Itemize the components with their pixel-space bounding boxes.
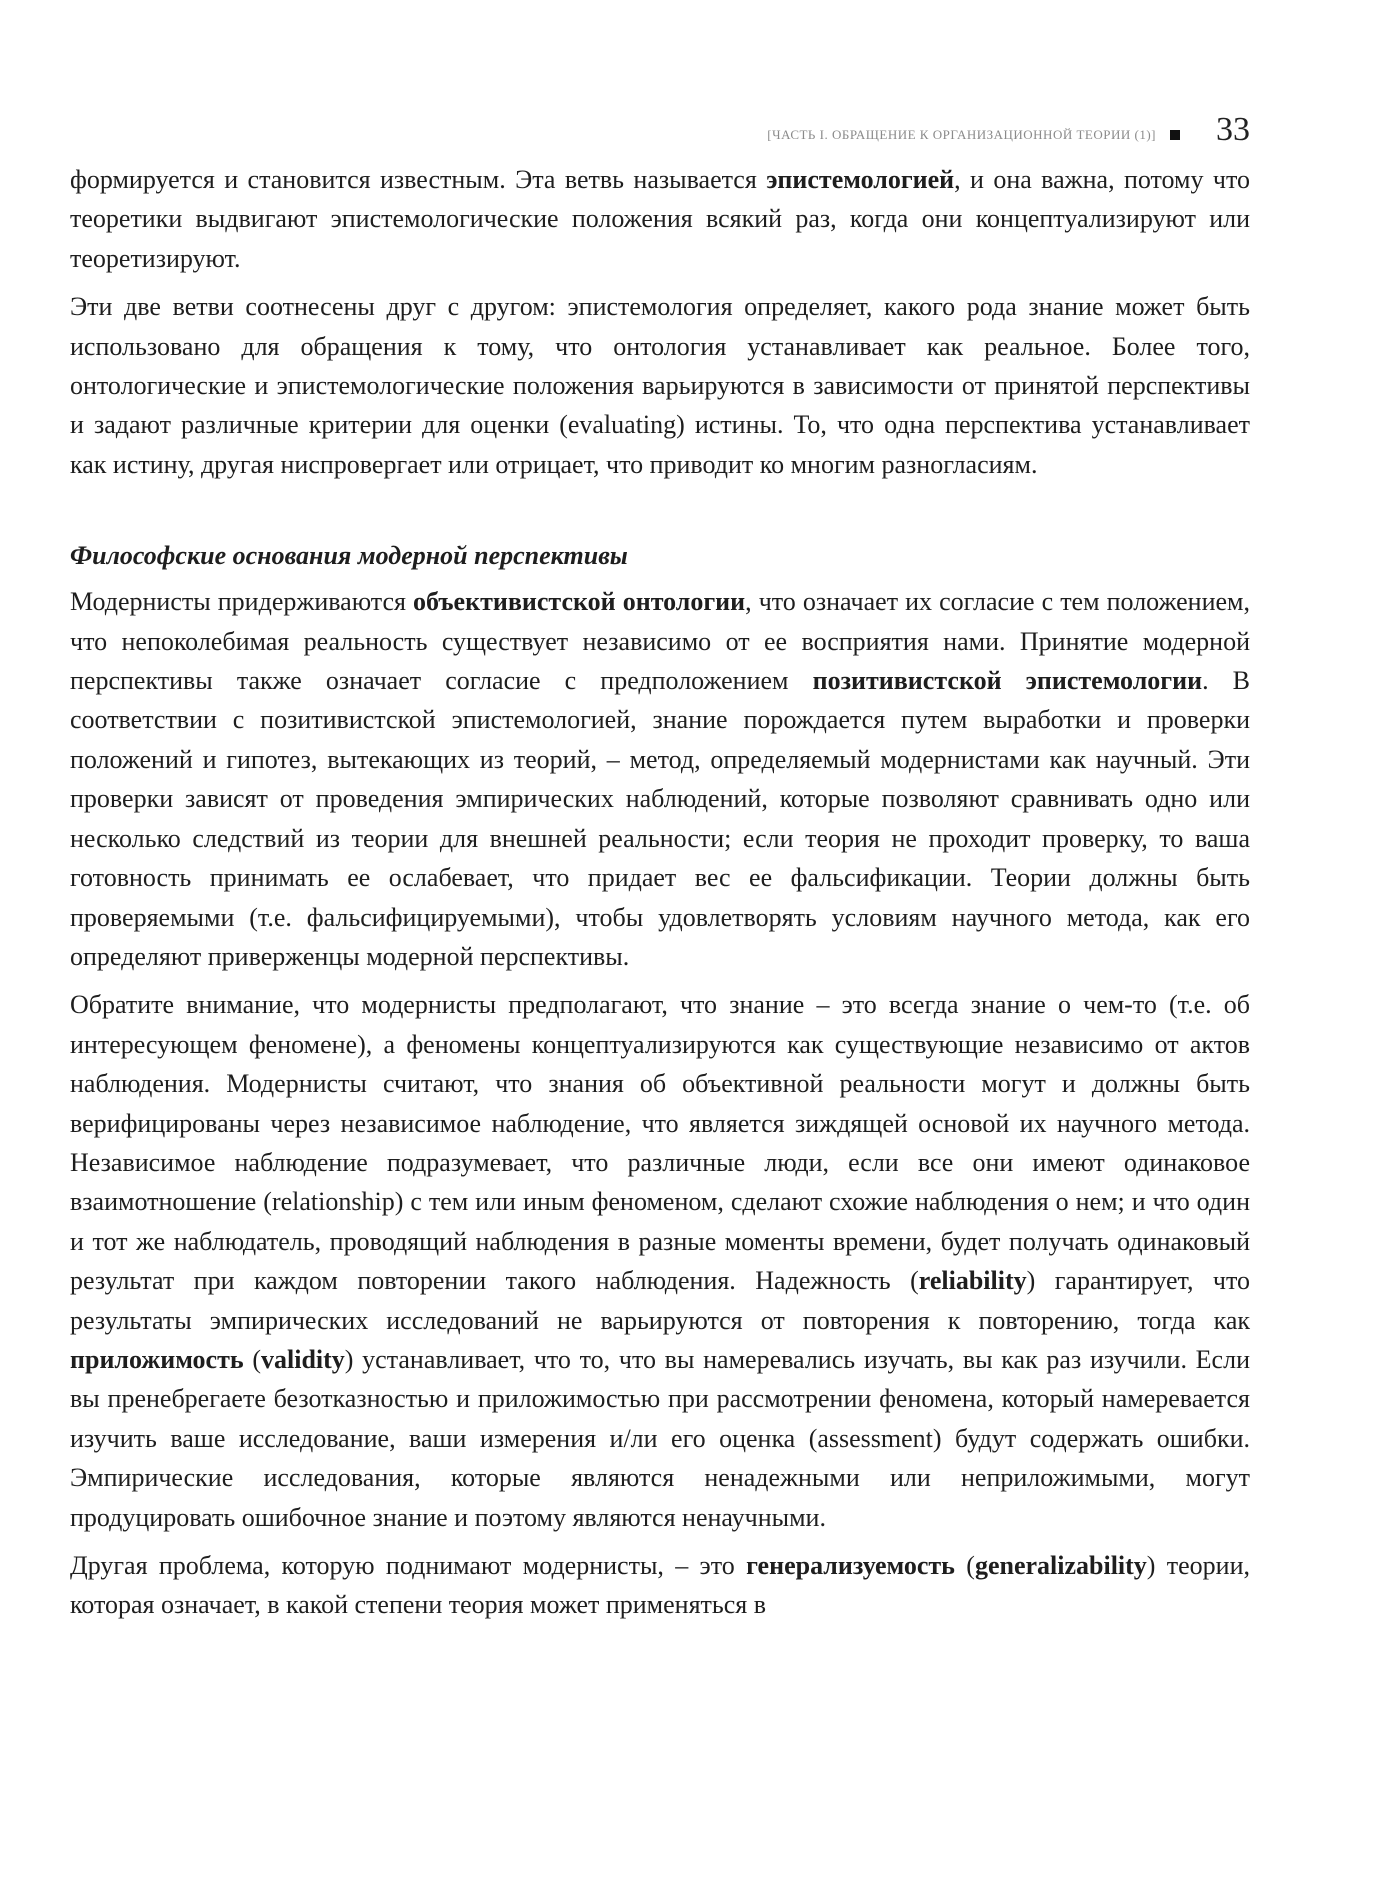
term-validity: validity <box>261 1344 345 1374</box>
text-run: Модернисты придерживаются <box>70 587 414 617</box>
text-run: Другая проблема, которую поднимают модернисты, – это <box>70 1551 747 1580</box>
text-run: . В соответствии с позитивистской эпистемологией, знание порождается путем выработки и проверки положений и гипотез, вытекающих из теорий, – метод, определяемый модернистами как научный. Эти проверки зависят от проведения эмпирических наблюдений, которые позволяют сравнивать одно или несколько следствий из теории для внешней реальности; если теория не проходит проверку, то ваша готовность принимать ее ослабевает, что придает вес ее фальсификации. Теории должны быть проверяемыми (т.е. фальсифицируемыми), чтобы удовлетворять условиям научного метода, как его определяют приверженцы модерной перспективы. <box>70 666 1250 971</box>
term-generalizability-en: generalizability <box>974 1551 1147 1580</box>
square-marker-icon <box>1170 130 1180 140</box>
term-applicability: приложимость <box>70 1344 244 1374</box>
term-generalizability-ru: генерализуемость <box>746 1551 955 1580</box>
text-run: Эти две ветви соотнесены друг с другом: эпистемология определяет, какого рода знание может быть использовано для обращения к тому, что онтология устанавливает как реальное. Более того, онтологические и эпистемологические положения варьируются в зависимости от принятой перспективы и задают различные критерии для оценки (evaluating) истины. То, что одна перспектива устанавливает как истину, другая ниспровергает или отрицает, что приводит ко многим разногласиям. <box>70 292 1250 479</box>
term-positivist-epistemology: позитивистской эпистемологии <box>812 666 1203 696</box>
paragraph-1 <box>70 160 1250 278</box>
text-run: формируется и становится известным. Эта ветвь называется <box>70 165 767 194</box>
text-run: ( <box>954 1551 975 1580</box>
paragraph-3 <box>70 582 1250 976</box>
text-run: ) устанавливает, что то, что вы намеревались изучать, вы как раз изучили. Если вы пренебрегаете безотказностью и приложимостью при рассмотрении феномена, который намеревается изучить ваше исследование, ваши измерения и/ли его оценка (assessment) будут содержать ошибки. Эмпирические исследования, которые являются ненадежными или неприложимыми, могут продуцировать ошибочное знание и поэтому являются ненаучными. <box>70 1344 1250 1532</box>
term-objectivist-ontology: объективистской онтологии <box>413 587 746 617</box>
text-run: , и она важна, потому что теоретики выдвигают эпистемологические положения всякий раз, когда они концептуализируют или теоретизируют. <box>70 165 1250 273</box>
section-heading: Философские основания модерной перспективы <box>70 541 628 571</box>
running-head-text: [ЧАСТЬ I. ОБРАЩЕНИЕ К ОРГАНИЗАЦИОННОЙ ТЕОРИИ (1)] <box>767 127 1156 142</box>
text-run: Обратите внимание, что модернисты предполагают, что знание – это всегда знание о чем-то (т.е. об интересующем феномене), а феномены концептуализируются как существующие независимо от актов наблюдения. Модернисты считают, что знания об объективной реальности могут и должны быть верифицированы через независимое наблюдение, что является зиждящей основой их научного метода. Независимое наблюдение подразумевает, что различные люди, если все они имеют одинаковое взаимотношение (relationship) с тем или иным феноменом, сделают схожие наблюдения о нем; и что один и тот же наблюдатель, проводящий наблюдения в разные моменты времени, будет получать одинаковый результат при каждом повторении такого наблюдения. Надежность ( <box>70 990 1250 1296</box>
term-reliability: reliability <box>918 1266 1027 1296</box>
paragraph-2 <box>70 287 1250 484</box>
running-head <box>650 110 1250 150</box>
text-run: ( <box>243 1344 261 1374</box>
page-number: 33 <box>1216 111 1250 148</box>
text-run: ) теории, которая означает, в какой степени теория может применяться в <box>70 1551 1251 1620</box>
body-text <box>70 160 1250 1634</box>
paragraph-5 <box>70 1546 1250 1625</box>
paragraph-4 <box>70 985 1250 1537</box>
term-epistemology: эпистемологией <box>766 165 955 194</box>
text-run: , что означает их согласие с тем положением, что непоколебимая реальность существует независимо от ее восприятия нами. Принятие модерной перспективы также означает согласие с предположением <box>70 587 1251 696</box>
text-run: ) гарантирует, что результаты эмпирических исследований не варьируются от повторения к повторению, тогда как <box>70 1266 1250 1335</box>
